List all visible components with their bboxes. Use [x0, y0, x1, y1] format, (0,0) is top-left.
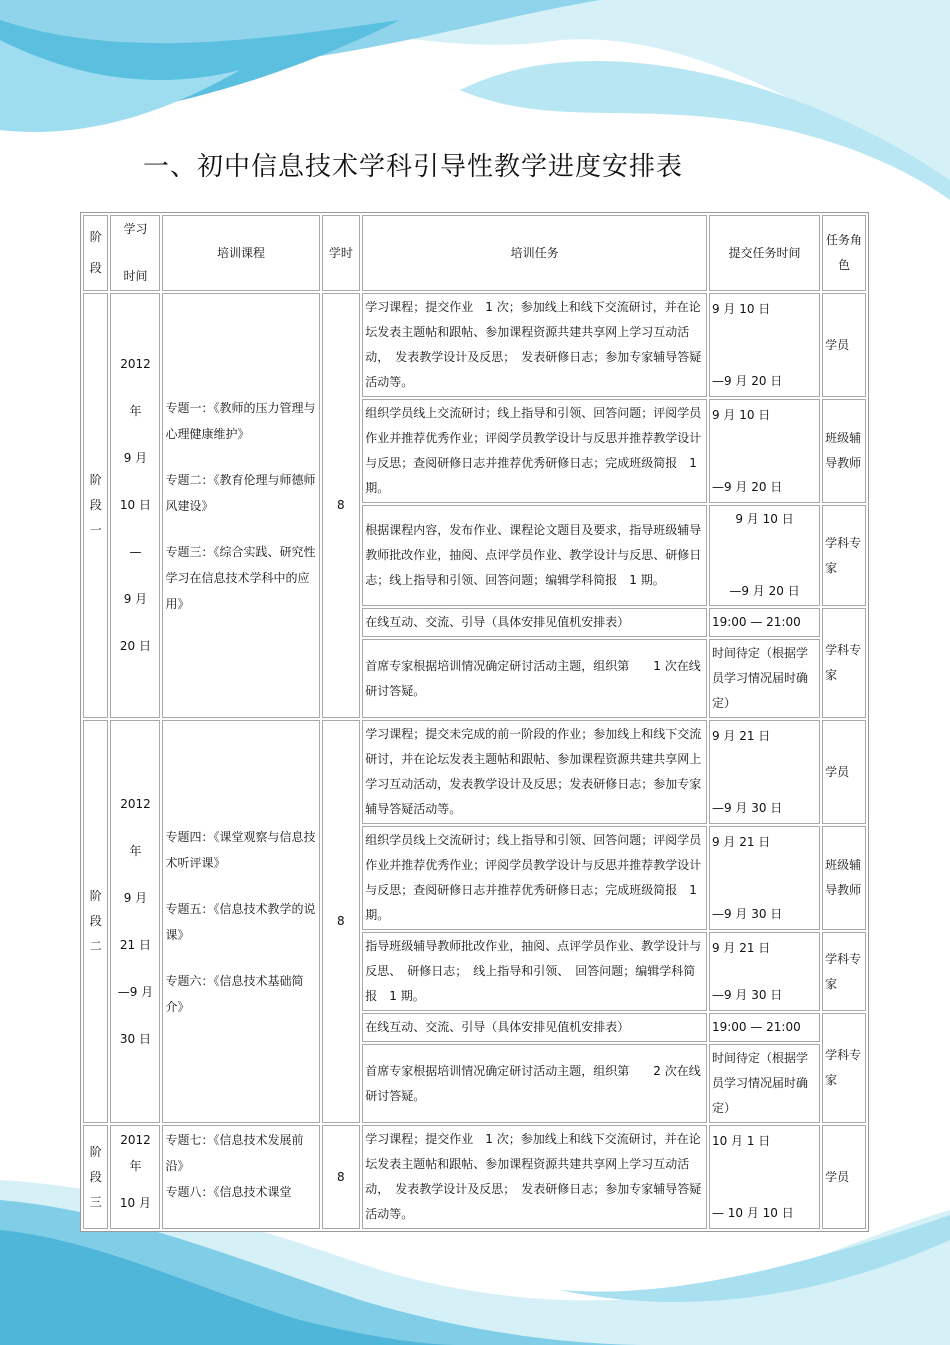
task-cell: 学习课程；提交未完成的前一阶段的作业；参加线上和线下交流研讨，并在论坛发表主题帖和跟帖、参加课程资源共建共享网上学习互动活动，发表教学设计及反思；发表研修日志；参加专家辅导答疑活动等。: [362, 720, 707, 824]
course-cell: 专题七：《信息技术发展前沿》 专题八：《信息技术课堂: [162, 1125, 319, 1229]
task-cell: 学习课程；提交作业 1 次；参加线上和线下交流研讨，并在论坛发表主题帖和跟帖、参加课程资源共建共享网上学习互动活动， 发表教学设计及反思； 发表研修日志；参加专家辅导答疑活动等。: [362, 1125, 707, 1229]
task-cell: 学习课程；提交作业 1 次；参加线上和线下交流研讨，并在论坛发表主题帖和跟帖、参加课程资源共建共享网上学习互动活动， 发表教学设计及反思； 发表研修日志；参加专家辅导答疑活动等。: [362, 293, 707, 397]
course-cell: 专题一：《教师的压力管理与心理健康维护》 专题二：《教育伦理与师德师风建设》 专题三：《综合实践、研究性学习在信息技术学科中的应用》: [162, 293, 319, 718]
role-cell: 学员: [822, 293, 866, 397]
role-cell: 学科专家: [822, 1013, 866, 1123]
submit-cell: 时间待定（根据学员学习情况届时确定）: [709, 639, 820, 718]
header-role: 任务角 色: [822, 215, 866, 291]
task-cell: 组织学员线上交流研讨；线上指导和引领、回答问题；评阅学员作业并推荐优秀作业；评阅学员教学设计与反思并推荐教学设计与反思；查阅研修日志并推荐优秀研修日志；完成班级简报 1 期。: [362, 826, 707, 930]
stage-cell: 阶 段 二: [83, 720, 108, 1123]
role-cell: 班级辅导教师: [822, 826, 866, 930]
task-cell: 在线互动、交流、引导（具体安排见值机安排表）: [362, 1013, 707, 1042]
stage-cell: 阶 段 三: [83, 1125, 108, 1229]
header-row: [83, 215, 866, 291]
submit-cell: 10 月 1 日 — 10 月 10 日: [709, 1125, 820, 1229]
table-row: [83, 293, 866, 397]
hours-cell: 8: [322, 1125, 361, 1229]
submit-cell: 9 月 10 日 —9 月 20 日: [709, 399, 820, 503]
role-cell: 学科专家: [822, 608, 866, 718]
time-cell: 2012 年 9 月 10 日 — 9 月 20 日: [110, 293, 160, 718]
role-cell: 学员: [822, 1125, 866, 1229]
role-cell: 学科专家: [822, 932, 866, 1011]
task-cell: 指导班级辅导教师批改作业，抽阅、点评学员作业、教学设计与反思、 研修日志； 线上指导和引领、 回答问题；编辑学科简报 1 期。: [362, 932, 707, 1011]
time-cell: 2012 年 10 月: [110, 1125, 160, 1229]
stage-cell: 阶 段 一: [83, 293, 108, 718]
submit-cell: 19:00 — 21:00: [709, 1013, 820, 1042]
submit-cell: 9 月 21 日 —9 月 30 日: [709, 720, 820, 824]
submit-cell: 9 月 10 日 —9 月 20 日: [709, 505, 820, 606]
submit-cell: 时间待定（根据学员学习情况届时确定）: [709, 1044, 820, 1123]
table-row: [83, 1125, 866, 1229]
task-cell: 在线互动、交流、引导（具体安排见值机安排表）: [362, 608, 707, 637]
header-submit: 提交任务时间: [709, 215, 820, 291]
role-cell: 学员: [822, 720, 866, 824]
task-cell: 首席专家根据培训情况确定研讨活动主题，组织第 2 次在线研讨答疑。: [362, 1044, 707, 1123]
header-stage: 阶 段: [83, 215, 108, 291]
page-title: 一、初中信息技术学科引导性教学进度安排表: [143, 152, 684, 182]
hours-cell: 8: [322, 293, 361, 718]
task-cell: 组织学员线上交流研讨；线上指导和引领、回答问题；评阅学员作业并推荐优秀作业；评阅学员教学设计与反思并推荐教学设计与反思；查阅研修日志并推荐优秀研修日志；完成班级简报 1 期。: [362, 399, 707, 503]
schedule-table: [80, 212, 869, 1232]
role-cell: 班级辅导教师: [822, 399, 866, 503]
hours-cell: 8: [322, 720, 361, 1123]
task-cell: 首席专家根据培训情况确定研讨活动主题，组织第 1 次在线研讨答疑。: [362, 639, 707, 718]
role-cell: 学科专家: [822, 505, 866, 606]
table-row: [83, 720, 866, 824]
time-cell: 2012 年 9 月 21 日 —9 月 30 日: [110, 720, 160, 1123]
task-cell: 根据课程内容，发布作业、课程论文题目及要求，指导班级辅导教师批改作业，抽阅、点评学员作业、教学设计与反思、研修日志；线上指导和引领、回答问题；编辑学科简报 1 期。: [362, 505, 707, 606]
submit-cell: 9 月 21 日 —9 月 30 日: [709, 826, 820, 930]
submit-cell: 9 月 10 日 —9 月 20 日: [709, 293, 820, 397]
header-course: 培训课程: [162, 215, 319, 291]
header-task: 培训任务: [362, 215, 707, 291]
header-time: 学习 时间: [110, 215, 160, 291]
submit-cell: 19:00 — 21:00: [709, 608, 820, 637]
header-hours: 学时: [322, 215, 361, 291]
course-cell: 专题四：《课堂观察与信息技术听评课》 专题五：《信息技术教学的说课》 专题六：《信息技术基础简介》: [162, 720, 319, 1123]
submit-cell: 9 月 21 日 —9 月 30 日: [709, 932, 820, 1011]
